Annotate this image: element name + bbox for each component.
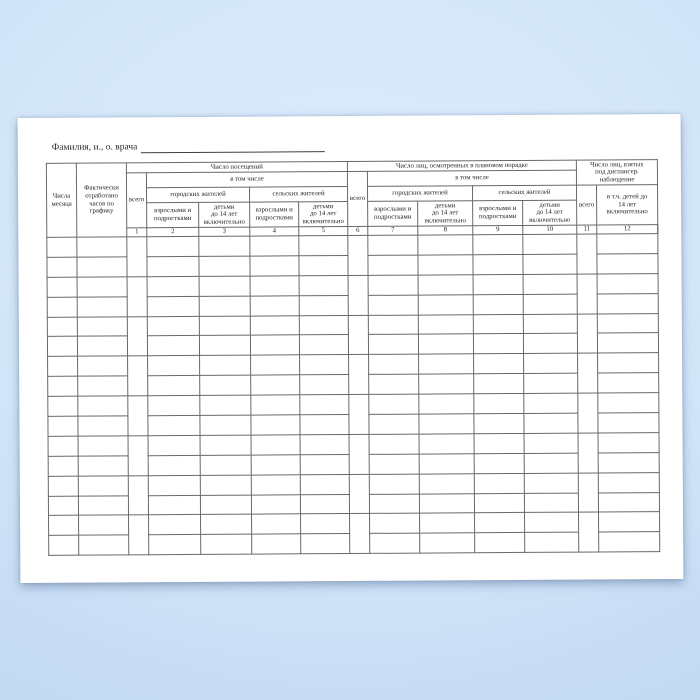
data-cell <box>48 456 78 476</box>
data-cell <box>418 255 473 275</box>
data-cell <box>48 396 78 416</box>
data-cell <box>251 494 300 514</box>
data-cell <box>473 314 523 334</box>
data-cell <box>147 236 199 256</box>
data-cell <box>368 295 418 315</box>
header-visits-rural-adults: взрослыми и подростками <box>250 202 299 227</box>
data-cell <box>301 534 350 554</box>
data-cell <box>148 455 200 475</box>
data-cell <box>370 533 420 553</box>
data-cell <box>368 275 418 295</box>
data-cell-total <box>128 475 148 515</box>
data-cell <box>47 297 77 317</box>
data-cell <box>148 396 200 416</box>
data-cell <box>599 532 660 552</box>
data-cell <box>300 355 349 375</box>
header-hours-worked: Фактически отработано часов по графику <box>76 163 126 237</box>
data-cell <box>524 373 578 393</box>
column-number-cell: 7 <box>368 226 418 235</box>
data-cell <box>251 395 300 415</box>
data-cell <box>599 512 660 532</box>
data-cell <box>369 354 419 374</box>
data-cell <box>300 494 349 514</box>
data-cell <box>250 295 299 315</box>
data-cell <box>474 413 524 433</box>
data-cell-total <box>350 514 370 554</box>
data-cell <box>250 256 299 276</box>
data-cell-total <box>349 355 369 395</box>
data-cell <box>525 513 579 533</box>
data-cell <box>524 393 578 413</box>
data-cell <box>47 277 77 297</box>
data-cell <box>252 534 301 554</box>
data-cell <box>473 254 523 274</box>
data-cell <box>598 433 659 453</box>
data-cell <box>200 395 251 415</box>
data-cell <box>419 374 474 394</box>
data-cell <box>474 354 524 374</box>
data-cell <box>523 254 577 274</box>
data-cell <box>148 475 200 495</box>
data-cell <box>47 257 77 277</box>
data-cell <box>250 236 299 256</box>
data-cell <box>418 314 473 334</box>
data-cell <box>199 296 250 316</box>
header-dispensary-children: в т.ч. детей до 14 лет включительно <box>597 185 658 225</box>
column-number-cell: 3 <box>199 227 250 236</box>
data-cell <box>78 436 128 456</box>
data-cell <box>79 535 129 555</box>
data-cell <box>148 495 200 515</box>
header-examined-rural-children: детьми до 14 лет включительно <box>523 200 577 225</box>
header-examined-total: всего <box>347 171 367 226</box>
data-cell-total <box>577 274 597 314</box>
header-visits-rural-group: сельских жителей <box>250 187 348 203</box>
data-cell <box>78 416 128 436</box>
data-cell <box>199 256 250 276</box>
form-table <box>46 159 660 556</box>
data-cell <box>524 493 578 513</box>
data-cell <box>300 375 349 395</box>
data-cell <box>147 276 199 296</box>
data-cell <box>200 375 251 395</box>
data-cell-total <box>349 395 369 435</box>
data-cell-total <box>127 237 147 277</box>
data-cell <box>250 276 299 296</box>
title-row <box>52 140 325 154</box>
data-cell <box>78 376 128 396</box>
data-cell <box>199 236 250 256</box>
header-examined-including: в том числе <box>367 170 576 186</box>
data-cell <box>300 474 349 494</box>
header-visits-including: в том числе <box>146 172 347 188</box>
data-cell <box>148 435 200 455</box>
data-cell <box>420 533 475 553</box>
data-cell <box>147 296 199 316</box>
header-dispensary-total: всего <box>577 185 597 225</box>
data-cell <box>597 234 658 254</box>
column-number-cell: 2 <box>147 227 199 236</box>
data-cell <box>200 435 251 455</box>
data-cell <box>47 237 77 257</box>
header-visits-urban-adults: взрослыми и подростками <box>147 202 199 227</box>
data-cell <box>369 374 419 394</box>
data-cell <box>524 473 578 493</box>
data-cell <box>597 273 658 293</box>
data-cell <box>299 335 348 355</box>
data-cell <box>418 334 473 354</box>
data-cell-total <box>127 277 147 317</box>
data-cell <box>598 472 659 492</box>
data-cell <box>300 434 349 454</box>
header-visits-rural-children: детьми до 14 лет включительно <box>299 202 348 227</box>
data-cell <box>419 434 474 454</box>
data-cell <box>199 316 250 336</box>
data-cell <box>78 396 128 416</box>
data-cell <box>474 374 524 394</box>
data-cell <box>473 274 523 294</box>
data-cell-total <box>578 393 598 433</box>
header-visits-total: всего <box>126 173 146 228</box>
data-cell-total <box>348 315 368 355</box>
header-examined-urban-adults: взрослыми и подростками <box>368 201 418 226</box>
data-cell <box>597 254 658 274</box>
column-number-cell: 10 <box>523 225 577 234</box>
data-cell <box>474 493 524 513</box>
data-cell <box>78 476 128 496</box>
paper-sheet <box>18 114 684 583</box>
data-cell-total <box>348 235 368 275</box>
data-cell <box>597 313 658 333</box>
data-cell <box>299 295 348 315</box>
data-cell <box>252 514 301 534</box>
data-cell <box>369 414 419 434</box>
data-cell <box>369 434 419 454</box>
data-cell <box>149 515 201 535</box>
data-cell <box>300 395 349 415</box>
data-cell <box>48 436 78 456</box>
header-days-of-month: Числа месяца <box>46 163 76 237</box>
data-cell <box>368 255 418 275</box>
data-cell <box>49 516 79 536</box>
data-cell <box>250 335 299 355</box>
data-cell <box>300 415 349 435</box>
header-visits-urban-group: городских жителей <box>147 187 250 203</box>
header-visits-urban-children: детьми до 14 лет включительно <box>199 202 250 227</box>
data-cell <box>368 315 418 335</box>
column-number-cell: 12 <box>597 225 658 234</box>
data-cell <box>419 454 474 474</box>
data-cell <box>419 394 474 414</box>
data-cell <box>48 416 78 436</box>
data-cell <box>369 394 419 414</box>
data-cell <box>301 514 350 534</box>
data-cell-total <box>579 512 599 552</box>
data-cell <box>523 314 577 334</box>
data-cell <box>200 475 251 495</box>
column-number-cell: 9 <box>473 225 523 234</box>
data-cell-total <box>578 433 598 473</box>
data-cell <box>251 455 300 475</box>
data-cell <box>475 513 525 533</box>
data-cell <box>368 335 418 355</box>
data-cell-total <box>128 356 148 396</box>
data-cell-total <box>578 353 598 393</box>
data-cell <box>368 235 418 255</box>
data-cell <box>47 337 77 357</box>
data-cell <box>598 413 659 433</box>
column-number-cell: 11 <box>577 225 597 234</box>
data-cell <box>419 354 474 374</box>
data-cell <box>475 533 525 553</box>
data-cell <box>147 336 199 356</box>
data-cell-total <box>577 314 597 354</box>
data-cell <box>251 355 300 375</box>
data-cell-total <box>127 316 147 356</box>
data-cell <box>77 297 127 317</box>
data-cell <box>598 373 659 393</box>
data-cell <box>474 433 524 453</box>
column-number-cell: 6 <box>348 226 368 235</box>
data-cell <box>78 356 128 376</box>
data-cell <box>369 454 419 474</box>
data-cell <box>474 473 524 493</box>
data-cell <box>598 353 659 373</box>
data-cell <box>199 276 250 296</box>
data-cell-total <box>349 474 369 514</box>
column-number-cell: 8 <box>418 226 473 235</box>
data-cell <box>473 334 523 354</box>
data-cell <box>300 454 349 474</box>
data-cell <box>419 473 474 493</box>
data-cell <box>525 532 579 552</box>
data-cell <box>49 536 79 556</box>
data-cell-total <box>128 396 148 436</box>
data-cell <box>251 415 300 435</box>
data-cell <box>473 234 523 254</box>
data-cell <box>48 376 78 396</box>
data-cell <box>419 414 474 434</box>
data-cell <box>473 294 523 314</box>
data-cell-total <box>348 275 368 315</box>
data-cell <box>524 353 578 373</box>
data-cell <box>598 452 659 472</box>
header-examined-urban-children: детьми до 14 лет включительно <box>418 201 473 226</box>
data-cell <box>77 237 127 257</box>
data-cell <box>597 333 658 353</box>
data-cell <box>77 257 127 277</box>
data-cell <box>299 315 348 335</box>
data-cell <box>201 515 252 535</box>
data-cell <box>419 493 474 513</box>
data-cell <box>523 294 577 314</box>
header-examined-rural-group: сельских жителей <box>473 185 577 201</box>
data-cell <box>149 535 201 555</box>
data-cell <box>524 413 578 433</box>
data-cell-total <box>577 234 597 274</box>
data-cell <box>78 456 128 476</box>
data-cell <box>78 495 128 515</box>
data-cell <box>369 474 419 494</box>
data-cell <box>299 275 348 295</box>
data-cell <box>474 453 524 473</box>
data-cell-total <box>128 436 148 476</box>
data-cell <box>48 496 78 516</box>
data-cell <box>200 415 251 435</box>
data-cell <box>418 275 473 295</box>
data-cell <box>77 277 127 297</box>
data-cell <box>418 294 473 314</box>
title-label: Фамилия, и., о. врача <box>51 142 138 153</box>
column-number-cell: 1 <box>127 228 147 237</box>
data-cell <box>48 357 78 377</box>
data-cell <box>199 336 250 356</box>
data-cell <box>48 476 78 496</box>
data-cell <box>251 474 300 494</box>
data-cell <box>370 514 420 534</box>
data-cell <box>598 393 659 413</box>
data-cell <box>250 315 299 335</box>
data-cell <box>47 317 77 337</box>
data-cell <box>299 255 348 275</box>
data-cell <box>147 256 199 276</box>
data-cell <box>147 316 199 336</box>
data-cell <box>523 234 577 254</box>
data-cell-total <box>129 515 149 555</box>
data-cell-total <box>349 434 369 474</box>
data-cell <box>597 293 658 313</box>
data-cell <box>148 356 200 376</box>
data-cell <box>369 494 419 514</box>
header-examined-urban-group: городских жителей <box>368 186 473 202</box>
header-examined-rural-adults: взрослыми и подростками <box>473 200 523 225</box>
data-cell <box>523 334 577 354</box>
data-cell <box>523 274 577 294</box>
data-cell <box>420 513 475 533</box>
data-cell-total <box>578 473 598 513</box>
data-cell <box>148 376 200 396</box>
data-cell <box>598 492 659 512</box>
column-number-cell: 5 <box>299 227 348 236</box>
column-number-cell: 4 <box>250 227 299 236</box>
title-underline <box>140 141 324 153</box>
data-cell <box>200 495 251 515</box>
data-cell <box>200 355 251 375</box>
data-cell <box>299 236 348 256</box>
data-cell <box>524 433 578 453</box>
data-cell <box>251 435 300 455</box>
data-cell <box>474 394 524 414</box>
data-cell <box>251 375 300 395</box>
data-cell <box>200 455 251 475</box>
data-cell <box>524 453 578 473</box>
data-cell <box>77 336 127 356</box>
data-cell <box>79 515 129 535</box>
data-cell <box>418 235 473 255</box>
header-visits-group: Число посещений <box>126 162 347 173</box>
header-dispensary-group: Число лиц, взятых под диспансер. наблюдение <box>576 160 657 185</box>
header-examined-group: Число лиц, осмотренных в плановом порядке <box>347 160 576 171</box>
data-cell <box>201 534 252 554</box>
data-cell <box>148 415 200 435</box>
data-cell <box>77 316 127 336</box>
